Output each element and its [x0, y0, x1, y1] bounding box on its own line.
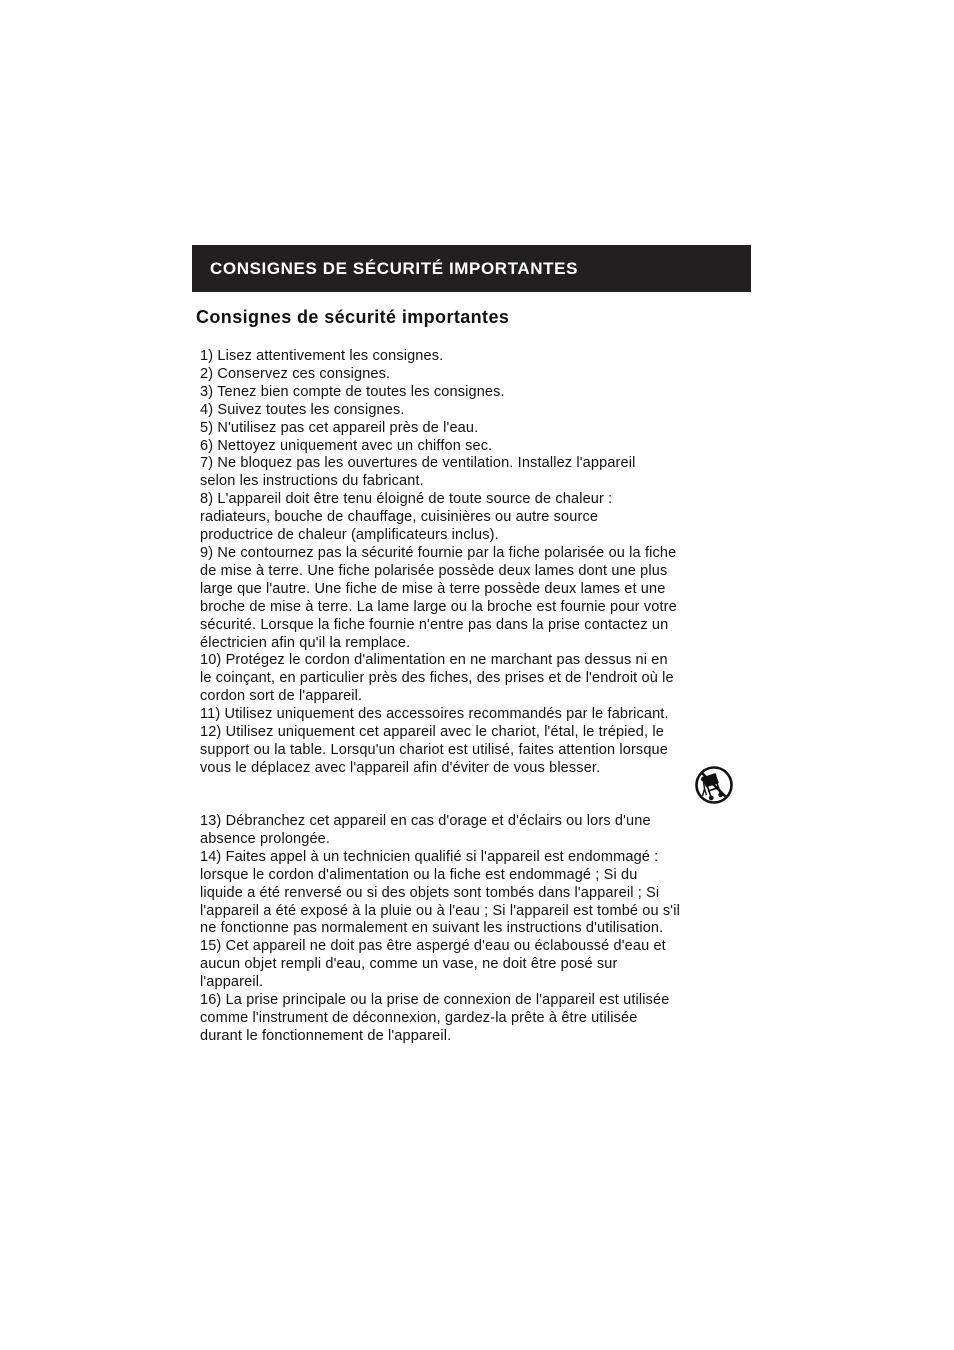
instructions-list-part-1	[200, 348, 765, 778]
instruction-item-2: 2) Conservez ces consignes.	[200, 365, 391, 382]
instruction-item-1: 1) Lisez attentivement les consignes.	[200, 348, 444, 364]
instruction-item-11: 11) Utilisez uniquement des accessoires recommandés par le fabricant.	[200, 706, 669, 723]
cart-tip-over-warning-icon	[694, 765, 734, 805]
section-banner	[192, 245, 751, 292]
instructions-list-part-2	[200, 813, 765, 1046]
instruction-item-13: 13) Débranchez cet appareil en cas d'orage et d'éclairs ou lors d'une absence prolongée.	[200, 813, 651, 847]
instruction-item-9: 9) Ne contournez pas la sécurité fournie par la fiche polarisée ou la fiche de mise à terre. Une fiche polarisée possède deux lames dont une plus large que l'autre. Une fiche de mise à terre possède deux lames et une broche de mise à terre. La lame large ou la broche est fournie pour votre sécurité. Lorsque la fiche fournie n'entre pas dans la prise contactez un électricien afin qu'il la remplace.	[200, 544, 677, 651]
instruction-item-10: 10) Protégez le cordon d'alimentation en ne marchant pas dessus ni en le coinçant, en particulier près des fiches, des prises et de l'endroit où le cordon sort de l'appareil.	[200, 652, 674, 705]
instruction-item-7: 7) Ne bloquez pas les ouvertures de ventilation. Installez l'appareil selon les instructions du fabricant.	[200, 455, 636, 490]
instruction-item-6: 6) Nettoyez uniquement avec un chiffon sec.	[200, 437, 493, 454]
instruction-item-4: 4) Suivez toutes les consignes.	[200, 401, 405, 418]
instruction-item-5: 5) N'utilisez pas cet appareil près de l'eau.	[200, 419, 479, 436]
instruction-item-8: 8) L'appareil doit être tenu éloigné de toute source de chaleur : radiateurs, bouche de chauffage, cuisinières ou autre source productrice de chaleur (amplificateurs inclus).	[200, 491, 613, 544]
banner-title: CONSIGNES DE SÉCURITÉ IMPORTANTES	[210, 258, 579, 278]
instruction-item-12: 12) Utilisez uniquement cet appareil avec le chariot, l'étal, le trépied, le support ou la table. Lorsqu'un chariot est utilisé, faites attention lorsque vous le déplacez avec l'appareil afin d'éviter de vous blesser.	[200, 724, 668, 776]
instruction-item-3: 3) Tenez bien compte de toutes les consignes.	[200, 383, 505, 400]
section-subtitle: Consignes de sécurité importantes	[196, 307, 510, 327]
instruction-item-15: 15) Cet appareil ne doit pas être aspergé d'eau ou éclaboussé d'eau et aucun objet rempli d'eau, comme un vase, ne doit être posé sur l'appareil.	[200, 938, 666, 991]
instruction-item-14: 14) Faites appel à un technicien qualifié si l'appareil est endommagé : lorsque le cordon d'alimentation ou la fiche est endommagé ; Si du liquide a été renversé ou si des objets sont tombés dans l'appareil ; Si l'appareil a été exposé à la pluie ou à l'eau ; Si l'appareil est tombé ou s'il ne fonctionne pas normalement en suivant les instructions d'utilisation.	[200, 848, 680, 937]
instruction-item-16: 16) La prise principale ou la prise de connexion de l'appareil est utilisée comme l'instrument de déconnexion, gardez-la prête à être utilisée durant le fonctionnement de l'appareil.	[200, 992, 670, 1044]
